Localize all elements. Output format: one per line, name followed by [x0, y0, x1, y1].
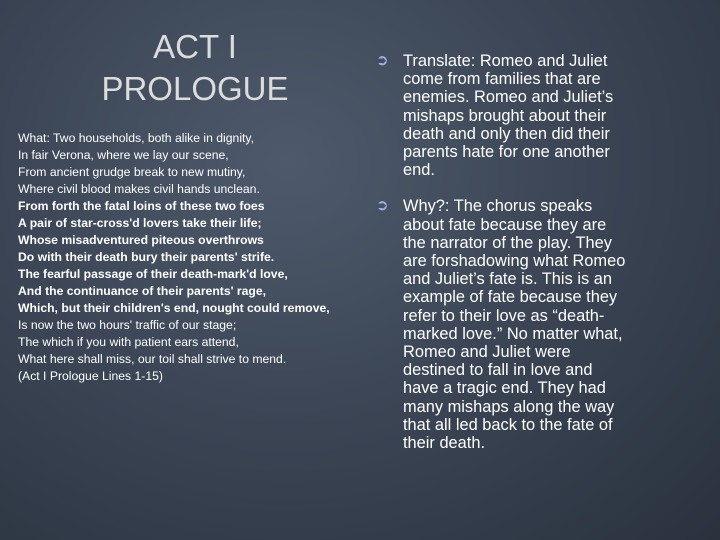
bullet-line: the narrator of the play. They — [403, 233, 612, 252]
quote-line: What: Two households, both alike in dignity, — [18, 131, 254, 145]
bullet-line: Romeo and Juliet were — [403, 343, 571, 362]
bullet-line: end. — [403, 161, 435, 180]
slide-title-line-2: PROLOGUE — [101, 70, 289, 107]
quote-line: (Act I Prologue Lines 1-15) — [18, 369, 163, 383]
bullet-line: destined to fall in love and — [403, 361, 593, 380]
arrow-bullet-icon: ➲ — [376, 197, 389, 215]
slide-title — [75, 26, 315, 110]
quote-line: From forth the fatal loins of these two foes — [18, 199, 265, 213]
quote-line: Do with their death bury their parents' strife. — [18, 250, 275, 264]
prologue-quote — [18, 130, 336, 385]
bullet-line: are forshadowing what Romeo — [403, 252, 626, 271]
quote-line: A pair of star-cross'd lovers take their life; — [18, 216, 262, 230]
bullet-line: Translate: Romeo and Juliet — [403, 52, 608, 70]
bullet-line: come from families that are — [403, 70, 601, 89]
bullet-line: mishaps brought about their — [403, 106, 607, 125]
quote-line: The fearful passage of their death-mark'd love, — [18, 267, 288, 281]
bullet-line: marked love.” No matter what, — [403, 324, 623, 343]
bullet-line: enemies. Romeo and Juliet’s — [403, 88, 614, 107]
slide-title-line-1: ACT I — [153, 28, 237, 65]
bullet-line: their death. — [403, 434, 486, 453]
bullet-why — [376, 197, 696, 452]
bullet-line: parents hate for one another — [403, 143, 610, 162]
quote-line: And the continuance of their parents' rage, — [18, 284, 267, 298]
quote-line: In fair Verona, where we lay our scene, — [18, 148, 229, 162]
quote-line: Is now the two hours' traffic of our stage; — [18, 318, 237, 332]
quote-line: The which if you with patient ears attend, — [18, 335, 239, 349]
bullet-line: refer to their love as “death- — [403, 306, 605, 325]
bullet-line: have a tragic end. They had — [403, 379, 606, 398]
bullet-line: and Juliet’s fate is. This is an — [403, 270, 612, 289]
bullet-translate — [376, 52, 696, 179]
quote-line: Whose misadventured piteous overthrows — [18, 233, 264, 247]
bullet-line: many mishaps along the way — [403, 397, 615, 416]
bullet-line: that all led back to the fate of — [403, 415, 613, 434]
quote-line: Where civil blood makes civil hands unclean. — [18, 182, 260, 196]
quote-line: Which, but their children's end, nought could remove, — [18, 301, 330, 315]
bullet-line: death and only then did their — [403, 124, 610, 143]
bullet-line: Why?: The chorus speaks — [403, 197, 593, 216]
notes-bullet-list — [376, 52, 696, 452]
arrow-bullet-icon: ➲ — [376, 52, 389, 69]
bullet-line: about fate because they are — [403, 215, 607, 234]
quote-line: What here shall miss, our toil shall strive to mend. — [18, 352, 287, 366]
bullet-line: example of fate because they — [403, 288, 618, 307]
quote-line: From ancient grudge break to new mutiny, — [18, 165, 246, 179]
